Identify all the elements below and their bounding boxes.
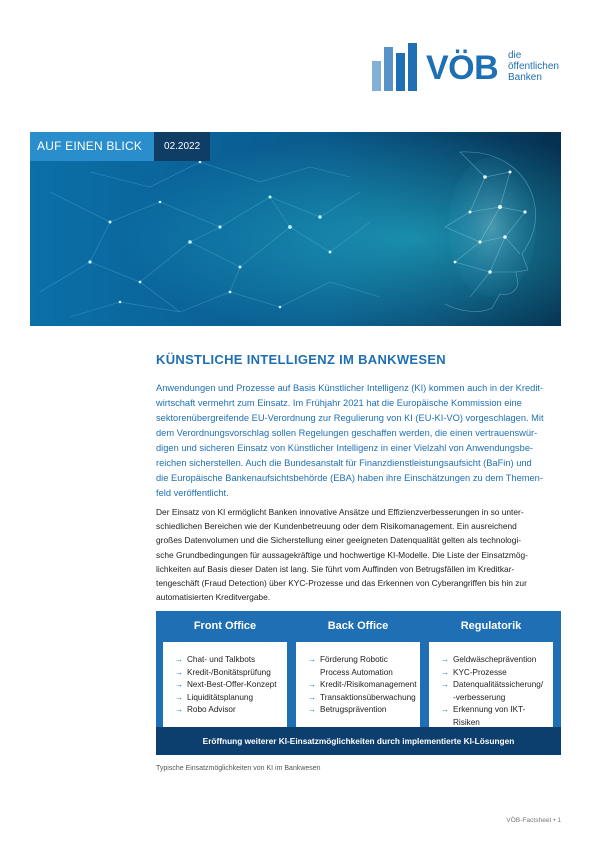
arrow-icon: →: [175, 680, 183, 690]
arrow-icon: →: [441, 680, 449, 690]
list-item: → Datenqualitätssicherung/ -verbesserung: [441, 680, 544, 702]
list-item: → Kredit-/Bonitätsprüfung: [175, 667, 281, 680]
arrow-icon: →: [175, 705, 183, 715]
list-item: → Betrugsprävention: [308, 704, 414, 717]
list-item: → Robo Advisor: [175, 704, 281, 717]
use-case-diagram: [156, 611, 561, 755]
logo-bars-icon: [372, 43, 420, 91]
logo-wordmark: VÖB: [426, 49, 499, 87]
back-office-box: [296, 642, 420, 728]
arrow-icon: →: [175, 692, 183, 702]
header-banner: [30, 132, 561, 326]
logo-subtitle: die öffentlichen Banken: [508, 50, 559, 83]
banner-label: AUF EINEN BLICK: [30, 132, 154, 161]
arrow-icon: →: [441, 705, 449, 715]
list-item: → Liquiditätsplanung: [175, 692, 281, 705]
banner-tag: [30, 132, 210, 161]
list-item: → Chat- und Talkbots: [175, 654, 281, 667]
arrow-icon: →: [308, 692, 316, 702]
column-title-back-office: Back Office: [327, 620, 389, 632]
arrow-icon: →: [175, 667, 183, 677]
arrow-icon: →: [308, 655, 316, 664]
page-footer: VÖB-Factsheet • 1: [506, 817, 561, 824]
arrow-icon: →: [441, 667, 449, 677]
column-title-front-office: Front Office: [193, 620, 257, 632]
intro-paragraph: Anwendungen und Prozesse auf Basis Künstlicher Intelligenz (KI) kommen auch in der Kredit- wirtschaft vermehrt zum Einsatz. Im Frühjahr 2021 hat die Europäische Kommission eine sektorenübergreifende EU-Verordnung zur Regulierung von KI (EU-KI-VO) vorgeschlagen. Mit dem Verordnungsvorschlag sollen Regelungen geschaffen werden, die einen vertrauenswür- digen und sicheren Einsatz von Künstlicher Intelligenz in einer Vielzahl von Anwendungsbe- reichen sicherstellen. Auch die Bundesanstalt für Finanzdienstleistungsaufsicht (BaFin) und die Europäische Bankenaufsichtsbehörde (EBA) haben ihre Einschätzungen zu dem Themen- feld veröffentlicht.: [156, 383, 544, 498]
list-item: → Transaktionsüberwachung: [308, 692, 414, 705]
arrow-icon: →: [308, 680, 316, 690]
arrow-icon: →: [308, 705, 316, 715]
figure-caption: Typische Einsatzmöglichkeiten von KI im Bankwesen: [156, 765, 321, 772]
body-paragraph: Der Einsatz von KI ermöglicht Banken innovative Ansätze und Effizienzverbesserungen in so unter- schiedlichen Bereichen wie der Kundenbetreuung oder dem Risikomanagement. Ein ausreichend großes Datenvolumen und die Sicherstellung einer geeigneten Datenqualität gelten als technologi- sche Grundbedingungen für aussagekräftige und hochwertige KI-Modelle. Die Liste der Einsatzmög- lichkeiten auf Basis dieser Daten ist lang. Sie führt vom Auffinden von Betrugsfällen im Kreditkar- tengeschäft (Fraud Detection) über KYC-Prozesse und das Erkennen von Cyberangriffen bis hin zur automatisierten Kreditvergabe.: [156, 507, 528, 603]
front-office-box: [163, 642, 287, 728]
arrow-icon: →: [175, 655, 183, 664]
column-title-regulatorik: Regulatorik: [460, 620, 522, 632]
diagram-footer-bar: Eröffnung weiterer KI-Einsatzmöglichkeiten durch implementierte KI-Lösungen: [156, 727, 561, 755]
list-item: → Next-Best-Offer-Konzept: [175, 679, 281, 692]
list-item: → KYC-Prozesse: [441, 667, 547, 680]
list-item: → Kredit-/Risikomanagement: [308, 679, 414, 692]
list-item: → Erkennung von IKT-Risiken: [441, 705, 526, 727]
voeb-logo: [372, 43, 568, 91]
list-item: → Geldwäscheprävention: [441, 654, 547, 667]
list-item: → Förderung Robotic Process Automation: [308, 655, 393, 677]
regulatorik-box: [429, 642, 553, 728]
ai-network-illustration: [30, 132, 561, 326]
arrow-icon: →: [441, 655, 449, 664]
banner-date: 02.2022: [154, 132, 210, 161]
article-title: KÜNSTLICHE INTELLIGENZ IM BANKWESEN: [156, 352, 446, 367]
